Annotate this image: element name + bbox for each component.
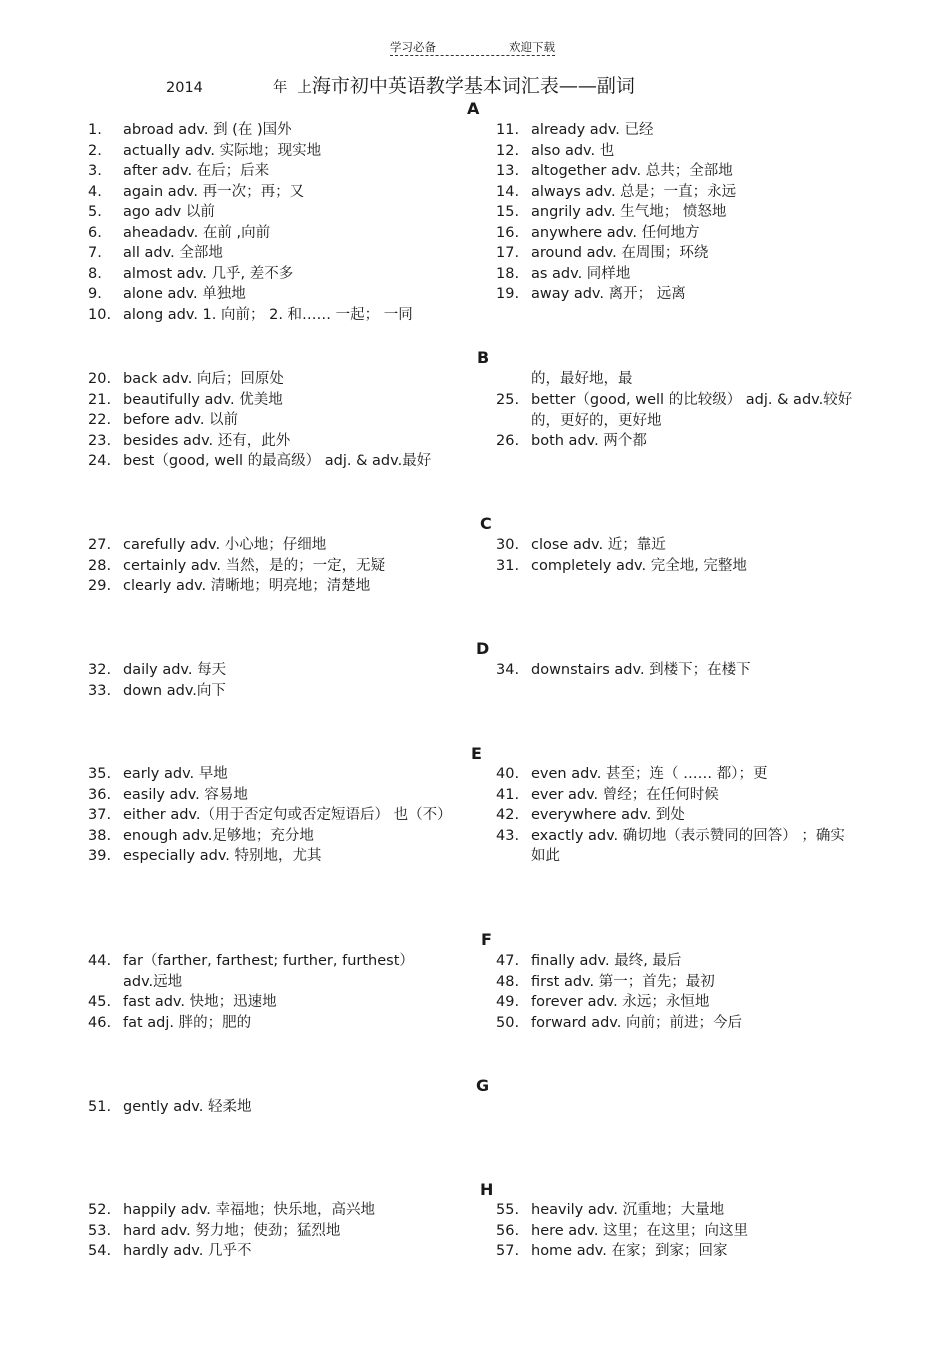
- entry-text: always adv. 总是；一直；永远: [531, 183, 737, 200]
- entry-text: daily adv. 每天: [123, 662, 227, 678]
- entry-text: angrily adv. 生气地； 愤怒地: [531, 204, 727, 220]
- entry-text: certainly adv. 当然，是的；一定，无疑: [123, 557, 386, 574]
- vocab-entry: [88, 1200, 448, 1221]
- vocab-entry: [88, 284, 448, 305]
- entry-text: around adv. 在周围；环绕: [531, 245, 709, 261]
- entry-number: 35.: [88, 766, 112, 782]
- vocab-entry: [88, 161, 448, 182]
- entry-text: after adv. 在后；后来: [123, 163, 270, 179]
- vocab-entry: [88, 556, 448, 577]
- entry-text: hard adv. 努力地；使劲；猛烈地: [123, 1222, 341, 1239]
- section-letter: G: [476, 1076, 490, 1095]
- entry-number: 45.: [88, 994, 112, 1010]
- vocab-entry: [88, 223, 448, 244]
- entry-number: 54.: [88, 1243, 112, 1259]
- vocab-entry: [88, 120, 448, 141]
- vocab-entry: [496, 182, 856, 203]
- entry-text: clearly adv. 清晰地；明亮地；清楚地: [123, 578, 371, 594]
- entry-text: forever adv. 永远；永恒地: [531, 994, 710, 1010]
- right-column: [496, 660, 856, 681]
- entry-number: 28.: [88, 557, 112, 574]
- page-title: [166, 74, 950, 100]
- entry-text: exactly adv. 确切地（表示赞同的回答） ；确实如此: [531, 827, 845, 864]
- entry-number: 17.: [496, 245, 520, 261]
- vocab-entry: [496, 120, 856, 141]
- left-column: [88, 764, 452, 867]
- entry-number: 19.: [496, 286, 520, 302]
- entry-text: as adv. 同样地: [531, 265, 631, 282]
- header-right-text: 欢迎下载: [509, 40, 555, 54]
- vocab-entry: [88, 390, 448, 411]
- vocab-entry: [88, 992, 448, 1013]
- entry-number: 41.: [496, 786, 520, 803]
- entry-text: besides adv. 还有，此外: [123, 432, 291, 449]
- entry-number: 25.: [496, 392, 520, 408]
- entry-number: 40.: [496, 766, 520, 782]
- entry-number: 23.: [88, 432, 112, 449]
- vocab-entry: [88, 1097, 448, 1118]
- entry-number: 47.: [496, 953, 520, 969]
- left-column: [88, 1200, 448, 1262]
- entry-number: 30.: [496, 537, 520, 553]
- entry-number: 4.: [88, 183, 102, 200]
- entry-text: home adv. 在家；到家；回家: [531, 1243, 728, 1259]
- page-header: [390, 40, 555, 56]
- left-column: [88, 535, 448, 597]
- entry-number: 27.: [88, 537, 112, 553]
- section-letter: H: [480, 1180, 494, 1199]
- entry-text: easily adv. 容易地: [123, 786, 248, 803]
- vocab-entry: [496, 660, 856, 681]
- entry-number: 56.: [496, 1222, 520, 1239]
- entry-number: 2.: [88, 142, 102, 159]
- right-column: [496, 951, 856, 1033]
- vocab-entry: [496, 972, 856, 993]
- vocab-entry: [496, 535, 856, 556]
- entry-text: along adv. 1. 向前； 2. 和…… 一起； 一同: [123, 306, 413, 323]
- entry-text: ever adv. 曾经；在任何时候: [531, 786, 719, 803]
- vocab-entry: [88, 305, 448, 326]
- vocab-entry: [88, 681, 448, 702]
- entry-number: 8.: [88, 265, 102, 282]
- entry-number: 46.: [88, 1014, 112, 1031]
- right-column: [496, 764, 856, 867]
- entry-text: already adv. 已经: [531, 122, 654, 138]
- entry-number: 20.: [88, 371, 112, 387]
- entry-number: 55.: [496, 1202, 520, 1218]
- entry-text: early adv. 早地: [123, 766, 228, 782]
- vocab-entry: [88, 451, 448, 472]
- vocab-entry: [88, 410, 448, 431]
- entry-text: especially adv. 特别地，尤其: [123, 848, 322, 864]
- entry-text: here adv. 这里；在这里；向这里: [531, 1222, 749, 1239]
- entry-number: 39.: [88, 848, 112, 864]
- entry-text: downstairs adv. 到楼下；在楼下: [531, 662, 751, 678]
- left-column: [88, 660, 448, 701]
- entry-number: 18.: [496, 265, 520, 282]
- left-column: [88, 1097, 448, 1118]
- vocab-entry: [88, 243, 448, 264]
- entry-number: 33.: [88, 682, 112, 699]
- entry-number: 32.: [88, 662, 112, 678]
- entry-number: 5.: [88, 204, 102, 220]
- vocab-entry: [496, 284, 856, 305]
- entry-number: 10.: [88, 306, 112, 323]
- section-letter: D: [476, 639, 490, 658]
- vocab-entry: [496, 202, 856, 223]
- entry-number: 44.: [88, 953, 112, 969]
- vocab-entry: [88, 369, 448, 390]
- entry-text: far（farther, farthest; further, furthest） adv.远地: [123, 953, 414, 990]
- entry-number: 24.: [88, 453, 112, 469]
- vocab-entry: [88, 264, 448, 285]
- vocab-entry: [496, 1241, 856, 1262]
- entry-number: 37.: [88, 807, 112, 823]
- left-column: [88, 951, 448, 1033]
- entry-number: 50.: [496, 1014, 520, 1031]
- header-left-text: 学习必备: [390, 40, 436, 54]
- title-main: 海市初中英语教学基本词汇表——副词: [311, 75, 635, 97]
- vocab-entry: [88, 141, 448, 162]
- vocab-entry: [496, 243, 856, 264]
- entry-number: 3.: [88, 163, 102, 179]
- vocab-entry: [88, 951, 448, 992]
- entry-text: fat adj. 胖的；肥的: [123, 1014, 252, 1031]
- vocab-entry: [496, 764, 856, 785]
- vocab-entry: [496, 1013, 856, 1034]
- entry-text: aheadadv. 在前 ,向前: [123, 224, 271, 241]
- entry-number: 13.: [496, 163, 520, 179]
- entry-text: anywhere adv. 任何地方: [531, 224, 700, 241]
- section-letter: E: [471, 744, 482, 763]
- entry-text: enough adv.足够地；充分地: [123, 827, 314, 844]
- entry-number: 21.: [88, 391, 112, 408]
- vocab-entry: [88, 805, 452, 826]
- entry-text: everywhere adv. 到处: [531, 807, 685, 823]
- entry-number: 12.: [496, 142, 520, 159]
- entry-number: 31.: [496, 557, 520, 574]
- entry-text: fast adv. 快地；迅速地: [123, 994, 277, 1010]
- entry-text: down adv.向下: [123, 682, 226, 699]
- vocab-entry: [496, 431, 856, 452]
- vocab-entry: [496, 161, 856, 182]
- section-letter: B: [477, 348, 490, 367]
- vocab-entry: [88, 764, 448, 785]
- vocab-entry: [88, 576, 448, 597]
- entry-number: 52.: [88, 1202, 112, 1218]
- vocab-entry: [88, 1013, 448, 1034]
- entry-text: close adv. 近；靠近: [531, 537, 666, 553]
- entry-number: 15.: [496, 204, 520, 220]
- entry-text: happily adv. 幸福地；快乐地，高兴地: [123, 1202, 375, 1218]
- vocab-entry: [88, 535, 448, 556]
- entry-number: 9.: [88, 286, 102, 302]
- vocab-entry: [88, 846, 448, 867]
- entry-text: almost adv. 几乎, 差不多: [123, 265, 294, 282]
- section-letter: F: [481, 930, 492, 949]
- entry-text: forward adv. 向前；前进；今后: [531, 1014, 742, 1031]
- section-letter: A: [467, 99, 480, 118]
- entry-text: finally adv. 最终, 最后: [531, 953, 682, 969]
- entry-number: 48.: [496, 973, 520, 990]
- entry-number: 26.: [496, 433, 520, 449]
- entry-text: ago adv 以前: [123, 204, 215, 220]
- vocab-entry: [88, 182, 448, 203]
- title-shang: 上: [297, 80, 312, 96]
- entry-text: carefully adv. 小心地；仔细地: [123, 537, 327, 553]
- vocab-entry: [496, 992, 856, 1013]
- right-column: [496, 390, 856, 452]
- entry-number: 14.: [496, 183, 520, 200]
- entry-number: 57.: [496, 1243, 520, 1259]
- vocab-entry: [496, 1200, 856, 1221]
- entry-text: all adv. 全部地: [123, 245, 223, 261]
- entry-number: 38.: [88, 827, 112, 844]
- entry-text: first adv. 第一；首先；最初: [531, 973, 715, 990]
- entry-number: 49.: [496, 994, 520, 1010]
- entry-number: 22.: [88, 412, 112, 428]
- vocab-entry: [88, 1221, 448, 1242]
- vocab-entry: [496, 556, 856, 577]
- vocab-entry: [496, 264, 856, 285]
- entry-number: 34.: [496, 662, 520, 678]
- entry-number: 36.: [88, 786, 112, 803]
- entry-text: beautifully adv. 优美地: [123, 391, 283, 408]
- vocab-entry: [88, 826, 448, 847]
- left-column: [88, 369, 448, 472]
- entry-text: alone adv. 单独地: [123, 286, 246, 302]
- entry-number: 43.: [496, 827, 520, 844]
- section-letter: C: [480, 514, 492, 533]
- entry-text: completely adv. 完全地, 完整地: [531, 557, 747, 574]
- entry-number: 7.: [88, 245, 102, 261]
- vocab-entry: [496, 805, 856, 826]
- entry-text: better（good, well 的比较级） adj. & adv.较好的，更好的，更好地: [531, 392, 853, 429]
- entry-text: even adv. 甚至；连（ …… 都）；更: [531, 766, 768, 782]
- entry-number: 6.: [88, 224, 102, 241]
- title-year: 2014: [166, 80, 203, 96]
- vocab-entry: [496, 223, 856, 244]
- entry-number: 53.: [88, 1222, 112, 1239]
- vocab-entry: [88, 431, 448, 452]
- vocab-entry: [88, 785, 448, 806]
- entry-text: abroad adv. 到 (在 )国外: [123, 122, 292, 138]
- entry-text: best（good, well 的最高级） adj. & adv.最好: [123, 453, 432, 469]
- entry-text: away adv. 离开； 远离: [531, 286, 686, 302]
- entry-text: hardly adv. 几乎不: [123, 1243, 252, 1259]
- right-column: [496, 1200, 856, 1262]
- entry-text: before adv. 以前: [123, 412, 239, 428]
- vocab-entry: [496, 141, 856, 162]
- vocab-entry: [496, 785, 856, 806]
- right-column: [496, 535, 856, 576]
- right-column: [496, 120, 856, 305]
- entry-number: 42.: [496, 807, 520, 823]
- entry-text: either adv.（用于否定句或否定短语后） 也（不）: [123, 807, 452, 823]
- left-column: [88, 120, 448, 325]
- vocab-entry: [496, 390, 856, 431]
- vocab-entry: [88, 202, 448, 223]
- entry-text: heavily adv. 沉重地；大量地: [531, 1202, 725, 1218]
- entry-text: gently adv. 轻柔地: [123, 1099, 252, 1115]
- vocab-entry: [496, 1221, 856, 1242]
- entry-text: actually adv. 实际地；现实地: [123, 142, 322, 159]
- entry-text: back adv. 向后；回原处: [123, 371, 284, 387]
- vocab-entry: [496, 826, 856, 867]
- entry-number: 29.: [88, 578, 112, 594]
- entry-number: 16.: [496, 224, 520, 241]
- entry-number: 11.: [496, 122, 520, 138]
- entry-number: 51.: [88, 1099, 112, 1115]
- entry-number: 1.: [88, 122, 102, 138]
- entry-text: altogether adv. 总共；全部地: [531, 163, 733, 179]
- entry-text: also adv. 也: [531, 142, 615, 159]
- entry-continuation: 的，最好地，最: [531, 371, 633, 387]
- vocab-entry: [88, 1241, 448, 1262]
- entry-text: again adv. 再一次；再；又: [123, 183, 305, 200]
- vocab-entry: [496, 951, 856, 972]
- vocab-entry: [88, 660, 448, 681]
- title-nian: 年: [272, 80, 288, 96]
- entry-text: both adv. 两个都: [531, 433, 647, 449]
